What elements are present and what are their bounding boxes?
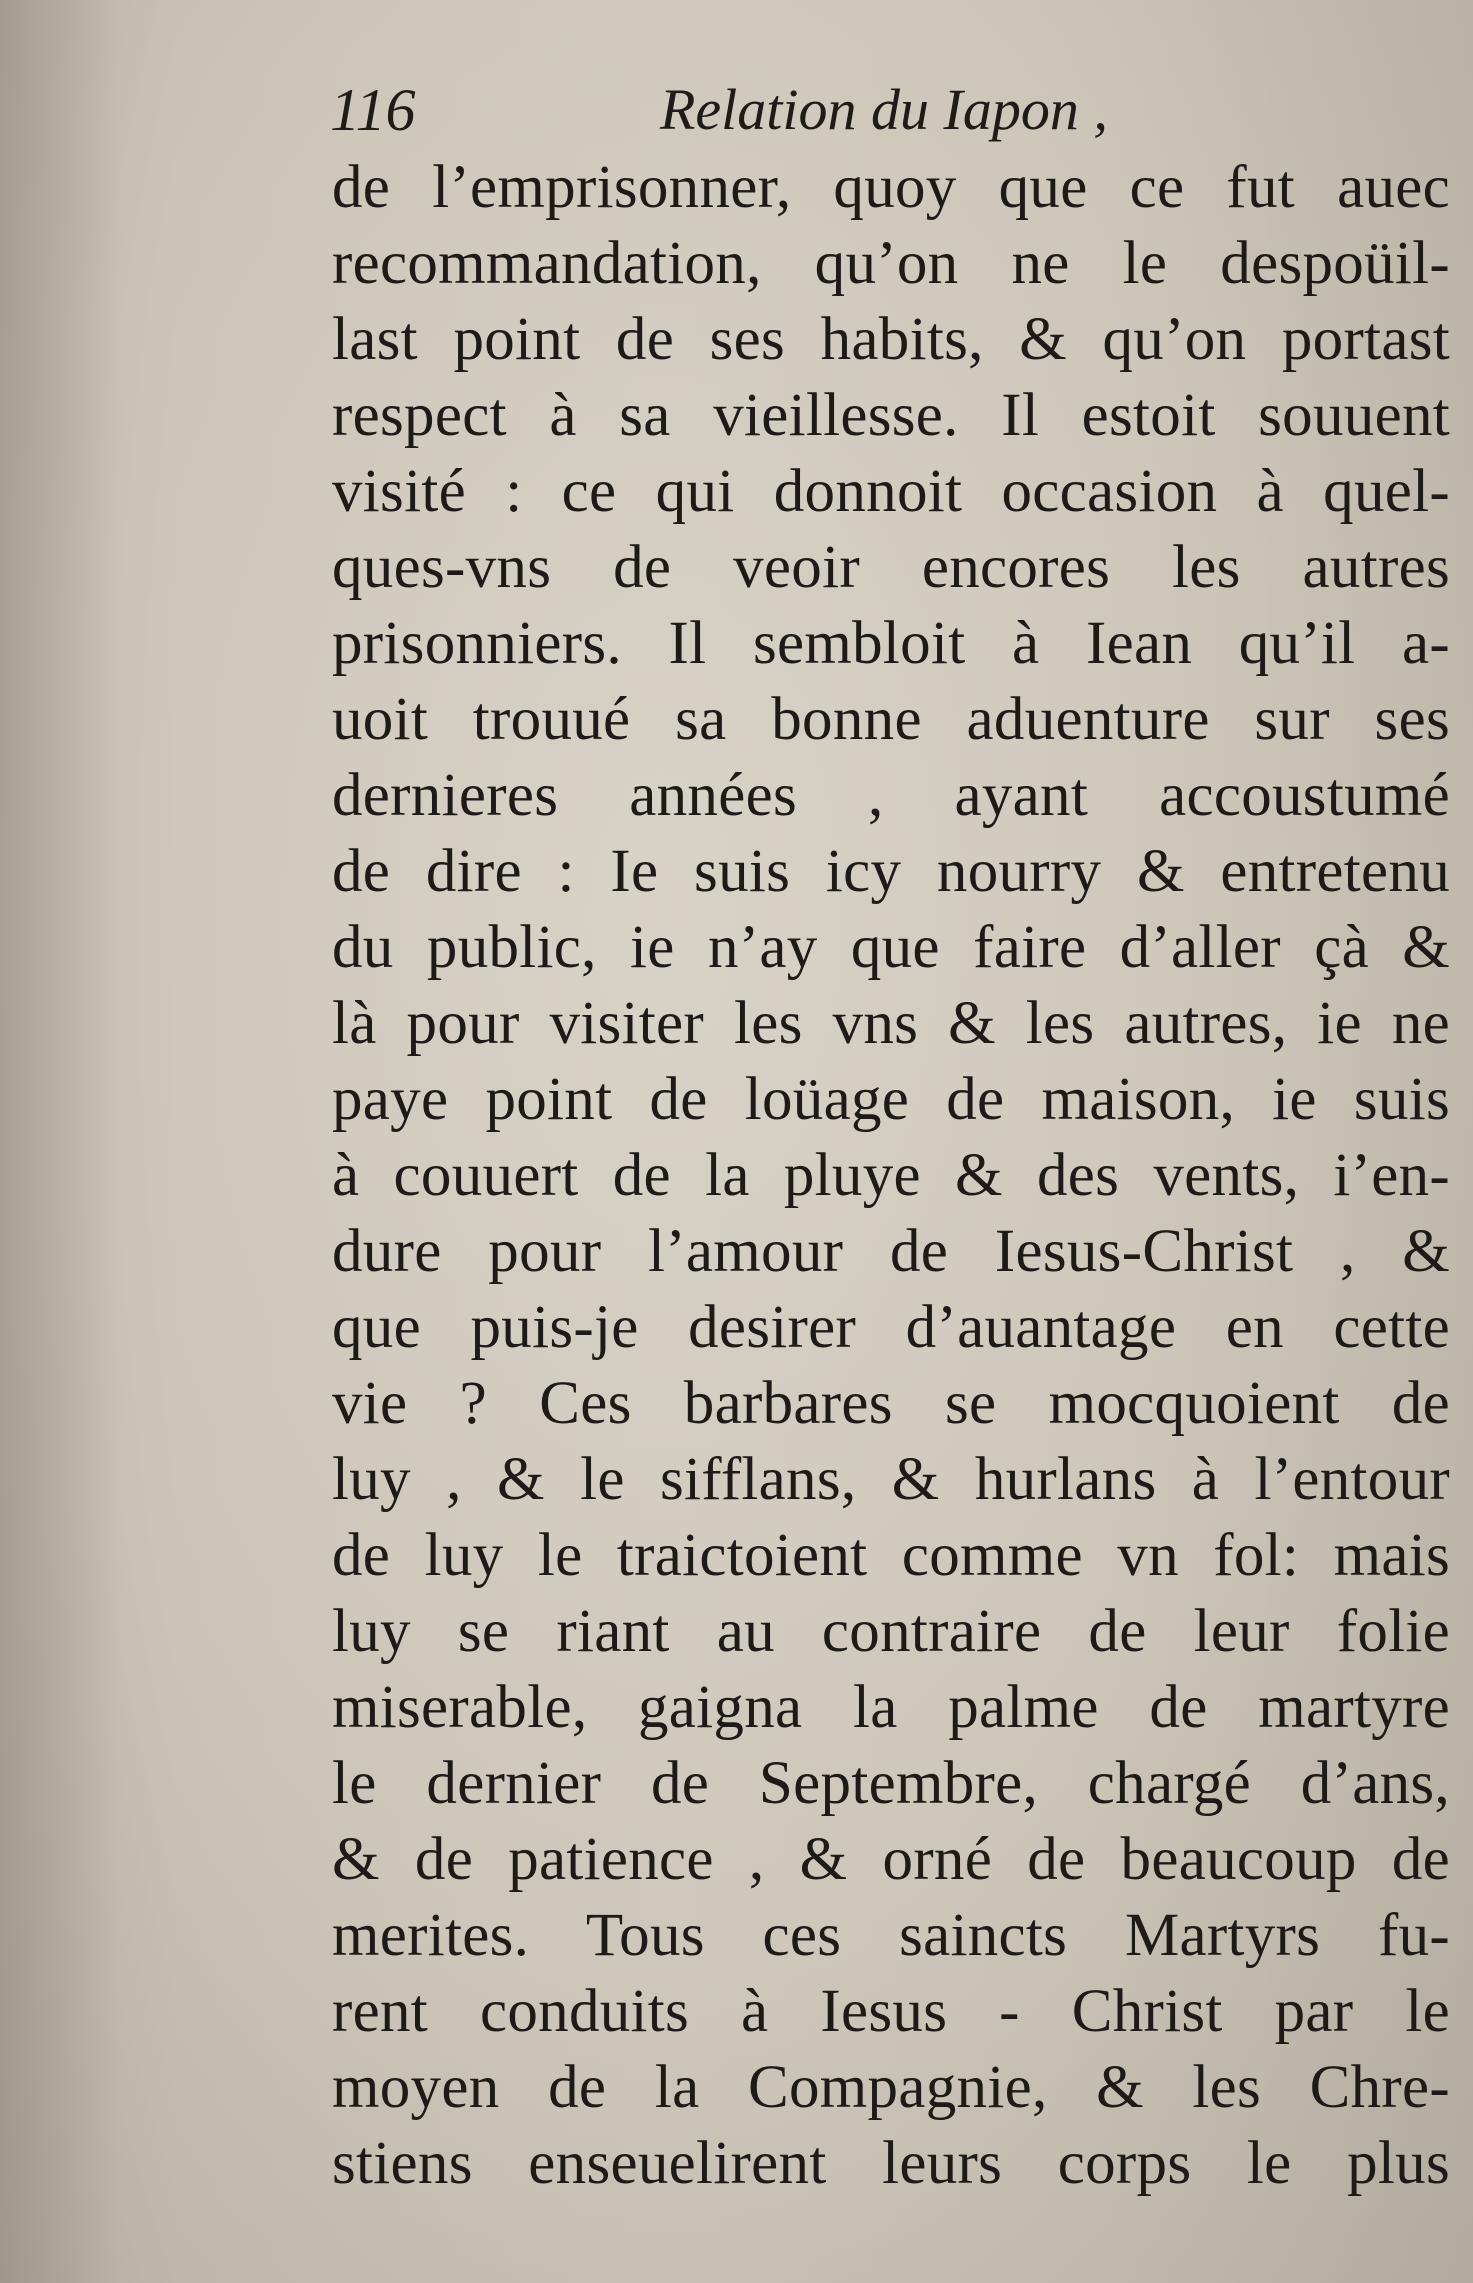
text-line: recommandation, qu’on ne le despoüil- xyxy=(332,230,1450,297)
text-line: le dernier de Septembre, chargé d’ans, xyxy=(332,1750,1450,1817)
text-line: uoit trouué sa bonne aduenture sur ses xyxy=(332,686,1450,753)
text-line: luy , & le sifflans, & hurlans à l’entour xyxy=(332,1446,1450,1513)
page-number: 116 xyxy=(330,77,416,143)
text-line: rent conduits à Iesus - Christ par le xyxy=(332,1978,1450,2045)
text-line: vie ? Ces barbares se mocquoient de xyxy=(332,1370,1450,1437)
text-line: là pour visiter les vns & les autres, ie ne xyxy=(332,990,1450,1057)
body-text xyxy=(332,150,1450,2202)
text-line: visité : ce qui donnoit occasion à quel- xyxy=(332,458,1450,525)
text-line: de dire : Ie suis icy nourry & entretenu xyxy=(332,838,1450,905)
text-line: à couuert de la pluye & des vents, i’en- xyxy=(332,1142,1450,1209)
text-line: miserable, gaigna la palme de martyre xyxy=(332,1674,1450,1741)
text-line: luy se riant au contraire de leur folie xyxy=(332,1598,1450,1665)
text-line: du public, ie n’ay que faire d’aller çà & xyxy=(332,914,1450,981)
text-line: dure pour l’amour de Iesus-Christ , & xyxy=(332,1218,1450,1285)
text-line: moyen de la Compagnie, & les Chre- xyxy=(332,2054,1450,2121)
text-line: paye point de loüage de maison, ie suis xyxy=(332,1066,1450,1133)
text-line: merites. Tous ces saincts Martyrs fu- xyxy=(332,1902,1450,1969)
text-line: de luy le traictoient comme vn fol: mais xyxy=(332,1522,1450,1589)
page-header xyxy=(330,70,1460,160)
text-line: prisonniers. Il sembloit à Iean qu’il a- xyxy=(332,610,1450,677)
text-line: respect à sa vieillesse. Il estoit souuent xyxy=(332,382,1450,449)
text-line: & de patience , & orné de beaucoup de xyxy=(332,1826,1450,1893)
running-title: Relation du Iapon , xyxy=(660,77,1108,142)
text-line: stiens enseuelirent leurs corps le plus xyxy=(332,2130,1450,2197)
text-line: de l’emprisonner, quoy que ce fut auec xyxy=(332,154,1450,221)
text-line: ques-vns de veoir encores les autres xyxy=(332,534,1450,601)
text-line: last point de ses habits, & qu’on portast xyxy=(332,306,1450,373)
page-edge-shadow xyxy=(0,0,120,2283)
text-line: dernieres années , ayant accoustumé xyxy=(332,762,1450,829)
text-line: que puis-je desirer d’auantage en cette xyxy=(332,1294,1450,1361)
